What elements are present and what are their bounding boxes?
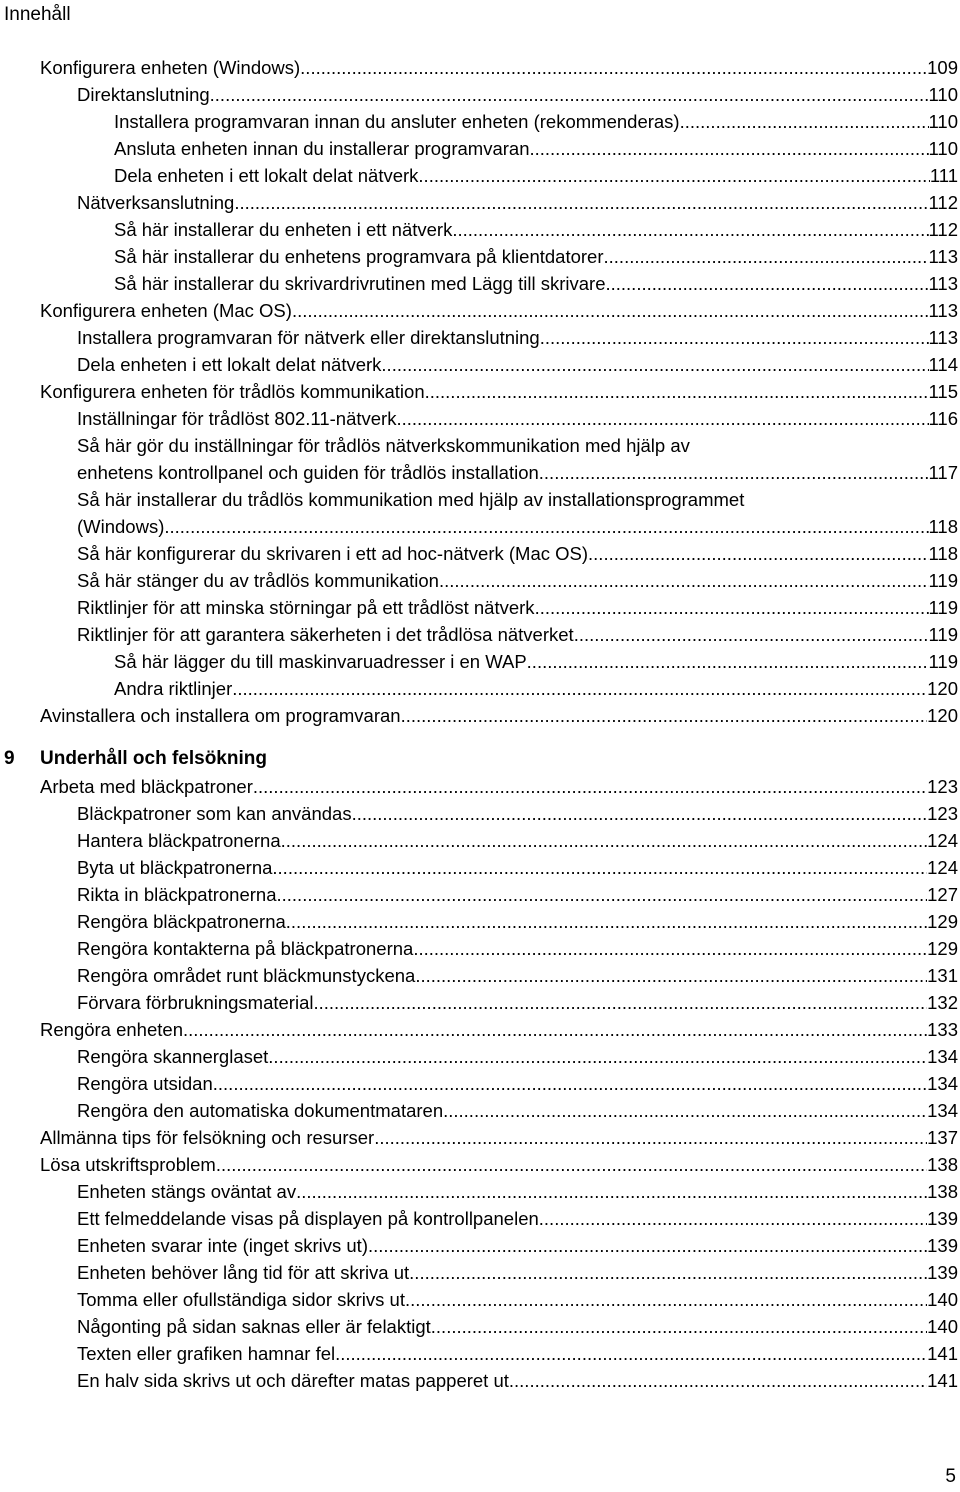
dot-leader: [680, 110, 929, 134]
toc-entry-text: Någonting på sidan saknas eller är felaktigt: [77, 1316, 431, 1337]
dot-leader: [253, 775, 927, 799]
toc-entry[interactable]: [77, 856, 958, 880]
dot-leader: [415, 964, 927, 988]
toc-entry[interactable]: [77, 802, 958, 826]
toc-entry[interactable]: [77, 1261, 958, 1285]
toc-entry-page: 113: [928, 300, 958, 321]
toc-entry[interactable]: [77, 1342, 958, 1366]
toc-entry-continued-line[interactable]: Så här installerar du trådlös kommunikation med hjälp av installationsprogrammet: [77, 489, 745, 510]
dot-leader: [396, 407, 928, 431]
dot-leader: [164, 515, 928, 539]
toc-entry-text: Bläckpatroner som kan användas: [77, 803, 352, 824]
toc-entry-page: 134: [927, 1100, 958, 1121]
toc-entry-page: 119: [928, 597, 958, 618]
dot-leader: [281, 829, 927, 853]
toc-entry-text: Så här stänger du av trådlös kommunikation: [77, 570, 439, 591]
toc-entry[interactable]: [77, 407, 958, 431]
dot-leader: [210, 83, 929, 107]
toc-entry-page: 133: [927, 1019, 958, 1040]
toc-entry-page: 115: [928, 381, 958, 402]
dot-leader: [431, 1315, 927, 1339]
dot-leader: [292, 299, 929, 323]
toc-entry-page: 132: [927, 992, 958, 1013]
toc-entry-text: Arbeta med bläckpatroner: [40, 776, 253, 797]
toc-entry-text: Dela enheten i ett lokalt delat nätverk: [77, 354, 382, 375]
toc-entry-page: 110: [928, 138, 958, 159]
toc-entry[interactable]: [77, 1288, 958, 1312]
toc-entry-text: Riktlinjer för att minska störningar på ett trådlöst nätverk: [77, 597, 535, 618]
toc-entry-page: 112: [928, 219, 958, 240]
toc-entry[interactable]: [40, 1153, 958, 1177]
toc-entry-text: Installera programvaran innan du ansluter enheten (rekommenderas): [114, 111, 680, 132]
toc-entry[interactable]: [77, 1207, 958, 1231]
footer-page-number: 5: [945, 1466, 956, 1487]
toc-entry[interactable]: [40, 380, 958, 404]
toc-entry-page: 124: [927, 857, 958, 878]
dot-leader: [529, 137, 928, 161]
toc-entry[interactable]: [77, 596, 958, 620]
toc-entry[interactable]: [77, 1234, 958, 1258]
dot-leader: [409, 1261, 927, 1285]
toc-entry-page: 138: [927, 1154, 958, 1175]
toc-entry[interactable]: [40, 704, 958, 728]
toc-entry[interactable]: [77, 829, 958, 853]
toc-entry-text: Rengöra enheten: [40, 1019, 183, 1040]
toc-entry-page: 114: [928, 354, 958, 375]
toc-entry[interactable]: [77, 353, 958, 377]
toc-entry[interactable]: [77, 1045, 958, 1069]
dot-leader: [381, 353, 928, 377]
toc-entry-text: Hantera bläckpatronerna: [77, 830, 281, 851]
dot-leader: [527, 650, 929, 674]
toc-entry[interactable]: [77, 1072, 958, 1096]
toc-entry-page: 139: [927, 1208, 958, 1229]
toc-entry-page: 123: [927, 803, 958, 824]
dot-leader: [574, 623, 929, 647]
dot-leader: [352, 802, 928, 826]
toc-entry-page: 139: [927, 1262, 958, 1283]
toc-entry-page: 112: [928, 192, 958, 213]
toc-entry-text: Rengöra utsidan: [77, 1073, 213, 1094]
toc-entry-text: Rengöra skannerglaset: [77, 1046, 269, 1067]
toc-entry-page: 124: [927, 830, 958, 851]
dot-leader: [368, 1234, 927, 1258]
toc-entry-text: Nätverksanslutning: [77, 192, 235, 213]
dot-leader: [604, 245, 929, 269]
toc-entry-text: Enheten svarar inte (inget skrivs ut): [77, 1235, 368, 1256]
toc-entry-page: 118: [928, 543, 958, 564]
toc-entry[interactable]: [40, 1126, 958, 1150]
toc-entry[interactable]: [40, 299, 958, 323]
toc-entry-page: 119: [928, 651, 958, 672]
toc-entry-text: Tomma eller ofullständiga sidor skrivs ut: [77, 1289, 405, 1310]
toc-entry-text: Riktlinjer för att garantera säkerheten i det trådlösa nätverket: [77, 624, 574, 645]
toc-entry-text: Direktanslutning: [77, 84, 210, 105]
toc-entry[interactable]: [77, 542, 958, 566]
toc-entry-text: Rengöra området runt bläckmunstyckena: [77, 965, 416, 986]
toc-entry-text: Byta ut bläckpatronerna: [77, 857, 273, 878]
dot-leader: [277, 883, 928, 907]
toc-entry-page: 134: [927, 1073, 958, 1094]
toc-entry-page: 123: [927, 776, 958, 797]
toc-entry-page: 120: [927, 705, 958, 726]
toc-entry[interactable]: [40, 1018, 958, 1042]
dot-leader: [452, 218, 928, 242]
toc-entry[interactable]: [77, 623, 958, 647]
toc-entry-text: Allmänna tips för felsökning och resurser: [40, 1127, 375, 1148]
toc-entry[interactable]: [77, 515, 958, 539]
dot-leader: [535, 596, 929, 620]
toc-entry-text: Avinstallera och installera om programvaran: [40, 705, 401, 726]
dot-leader: [313, 991, 927, 1015]
toc-entry-page: 117: [928, 462, 958, 483]
dot-leader: [296, 1180, 927, 1204]
toc-entry-page: 116: [928, 408, 958, 429]
dot-leader: [232, 677, 927, 701]
toc-entry-page: 110: [928, 84, 958, 105]
toc-entry-text: Konfigurera enheten för trådlös kommunikation: [40, 381, 425, 402]
toc-entry-text: Installera programvaran för nätverk eller direktanslutning: [77, 327, 540, 348]
toc-entry-text: Så här lägger du till maskinvaruadresser i en WAP: [114, 651, 527, 672]
toc-entry-page: 139: [927, 1235, 958, 1256]
dot-leader: [286, 910, 927, 934]
toc-entry-text: Ansluta enheten innan du installerar programvaran: [114, 138, 530, 159]
toc-entry[interactable]: [114, 650, 958, 674]
dot-leader: [216, 1153, 927, 1177]
toc-entry-page: 138: [927, 1181, 958, 1202]
toc-entry-text: enhetens kontrollpanel och guiden för trådlös installation: [77, 462, 539, 483]
toc-entry-page: 113: [928, 273, 958, 294]
toc-entry-text: Rikta in bläckpatronerna: [77, 884, 277, 905]
toc-entry[interactable]: [114, 245, 958, 269]
toc-entry-page: 111: [929, 165, 958, 186]
dot-leader: [213, 1072, 927, 1096]
dot-leader: [234, 191, 928, 215]
dot-leader: [413, 937, 927, 961]
toc-entry-page: 131: [927, 965, 958, 986]
toc-entry-text: Rengöra den automatiska dokumentmataren: [77, 1100, 444, 1121]
toc-entry-page: 109: [927, 57, 958, 78]
toc-entry-page: 127: [927, 884, 958, 905]
toc-entry-page: 129: [927, 938, 958, 959]
dot-leader: [540, 326, 929, 350]
toc-entry[interactable]: [114, 137, 958, 161]
dot-leader: [443, 1099, 927, 1123]
toc-entry-text: Förvara förbrukningsmaterial: [77, 992, 314, 1013]
toc-entry[interactable]: [77, 326, 958, 350]
dot-leader: [374, 1126, 927, 1150]
dot-leader: [268, 1045, 927, 1069]
toc-entry[interactable]: [77, 937, 958, 961]
toc-entry-text: Rengöra bläckpatronerna: [77, 911, 286, 932]
dot-leader: [439, 569, 929, 593]
toc-entry[interactable]: [77, 964, 958, 988]
toc-entry[interactable]: [77, 1099, 958, 1123]
toc-entry-text: Rengöra kontakterna på bläckpatronerna: [77, 938, 414, 959]
toc-entry[interactable]: [77, 83, 958, 107]
toc-entry-page: 134: [927, 1046, 958, 1067]
dot-leader: [425, 380, 929, 404]
toc-entry-text: En halv sida skrivs ut och därefter matas papperet ut: [77, 1370, 509, 1391]
toc-entry[interactable]: [40, 56, 958, 80]
toc-entry-page: 140: [927, 1316, 958, 1337]
dot-leader: [405, 1288, 927, 1312]
toc-entry-continued-line[interactable]: Så här gör du inställningar för trådlös nätverkskommunikation med hjälp av: [77, 435, 690, 456]
dot-leader: [605, 272, 928, 296]
toc-entry[interactable]: [114, 110, 958, 134]
toc-entry-page: 140: [927, 1289, 958, 1310]
toc-entry-text: Konfigurera enheten (Windows): [40, 57, 301, 78]
toc-entry-text: Så här installerar du enhetens programvara på klientdatorer: [114, 246, 604, 267]
toc-entry-text: Andra riktlinjer: [114, 678, 233, 699]
toc-entry-text: Ett felmeddelande visas på displayen på kontrollpanelen: [77, 1208, 539, 1229]
toc-entry[interactable]: [77, 1180, 958, 1204]
toc-entry[interactable]: [40, 775, 958, 799]
toc-entry-text: Inställningar för trådlöst 802.11-nätverk: [77, 408, 397, 429]
dot-leader: [509, 1369, 927, 1393]
toc-entry-page: 113: [928, 327, 958, 348]
toc-entry[interactable]: [77, 991, 958, 1015]
toc-entry-text: Så här installerar du skrivardrivrutinen med Lägg till skrivare: [114, 273, 606, 294]
toc-entry-text: Dela enheten i ett lokalt delat nätverk: [114, 165, 419, 186]
chapter-title[interactable]: Underhåll och felsökning: [40, 748, 267, 769]
toc-entry[interactable]: [114, 677, 958, 701]
dot-leader: [588, 542, 928, 566]
toc-entry-text: Enheten stängs oväntat av: [77, 1181, 297, 1202]
toc-entry-page: 141: [927, 1343, 958, 1364]
dot-leader: [418, 164, 929, 188]
toc-entry[interactable]: [77, 1369, 958, 1393]
chapter-number: 9: [4, 748, 15, 769]
dot-leader: [539, 461, 929, 485]
toc-entry[interactable]: [77, 1315, 958, 1339]
toc-entry-text: Så här konfigurerar du skrivaren i ett ad hoc-nätverk (Mac OS): [77, 543, 589, 564]
toc-entry-page: 113: [928, 246, 958, 267]
toc-entry-page: 119: [928, 570, 958, 591]
page-header-title: Innehåll: [4, 4, 71, 25]
toc-entry-page: 141: [927, 1370, 958, 1391]
toc-entry[interactable]: [77, 883, 958, 907]
dot-leader: [401, 704, 928, 728]
toc-entry[interactable]: [77, 910, 958, 934]
toc-entry-text: Texten eller grafiken hamnar fel: [77, 1343, 336, 1364]
dot-leader: [272, 856, 927, 880]
dot-leader: [300, 56, 927, 80]
toc-entry-page: 137: [927, 1127, 958, 1148]
toc-entry-page: 129: [927, 911, 958, 932]
toc-entry-page: 119: [928, 624, 958, 645]
dot-leader: [539, 1207, 927, 1231]
toc-entry-page: 120: [927, 678, 958, 699]
dot-leader: [183, 1018, 927, 1042]
toc-entry[interactable]: [77, 569, 958, 593]
toc-entry-page: 110: [928, 111, 958, 132]
toc-entry-text: Lösa utskriftsproblem: [40, 1154, 216, 1175]
toc-entry-text: Enheten behöver lång tid för att skriva ut: [77, 1262, 410, 1283]
toc-entry-text: Konfigurera enheten (Mac OS): [40, 300, 292, 321]
toc-entry[interactable]: [114, 218, 958, 242]
toc-entry-page: 118: [928, 516, 958, 537]
toc-entry[interactable]: [114, 272, 958, 296]
toc-entry[interactable]: [77, 191, 958, 215]
toc-entry[interactable]: [114, 164, 958, 188]
toc-entry-text: (Windows): [77, 516, 165, 537]
dot-leader: [335, 1342, 927, 1366]
toc-entry-text: Så här installerar du enheten i ett nätverk: [114, 219, 453, 240]
toc-entry[interactable]: [77, 461, 958, 485]
